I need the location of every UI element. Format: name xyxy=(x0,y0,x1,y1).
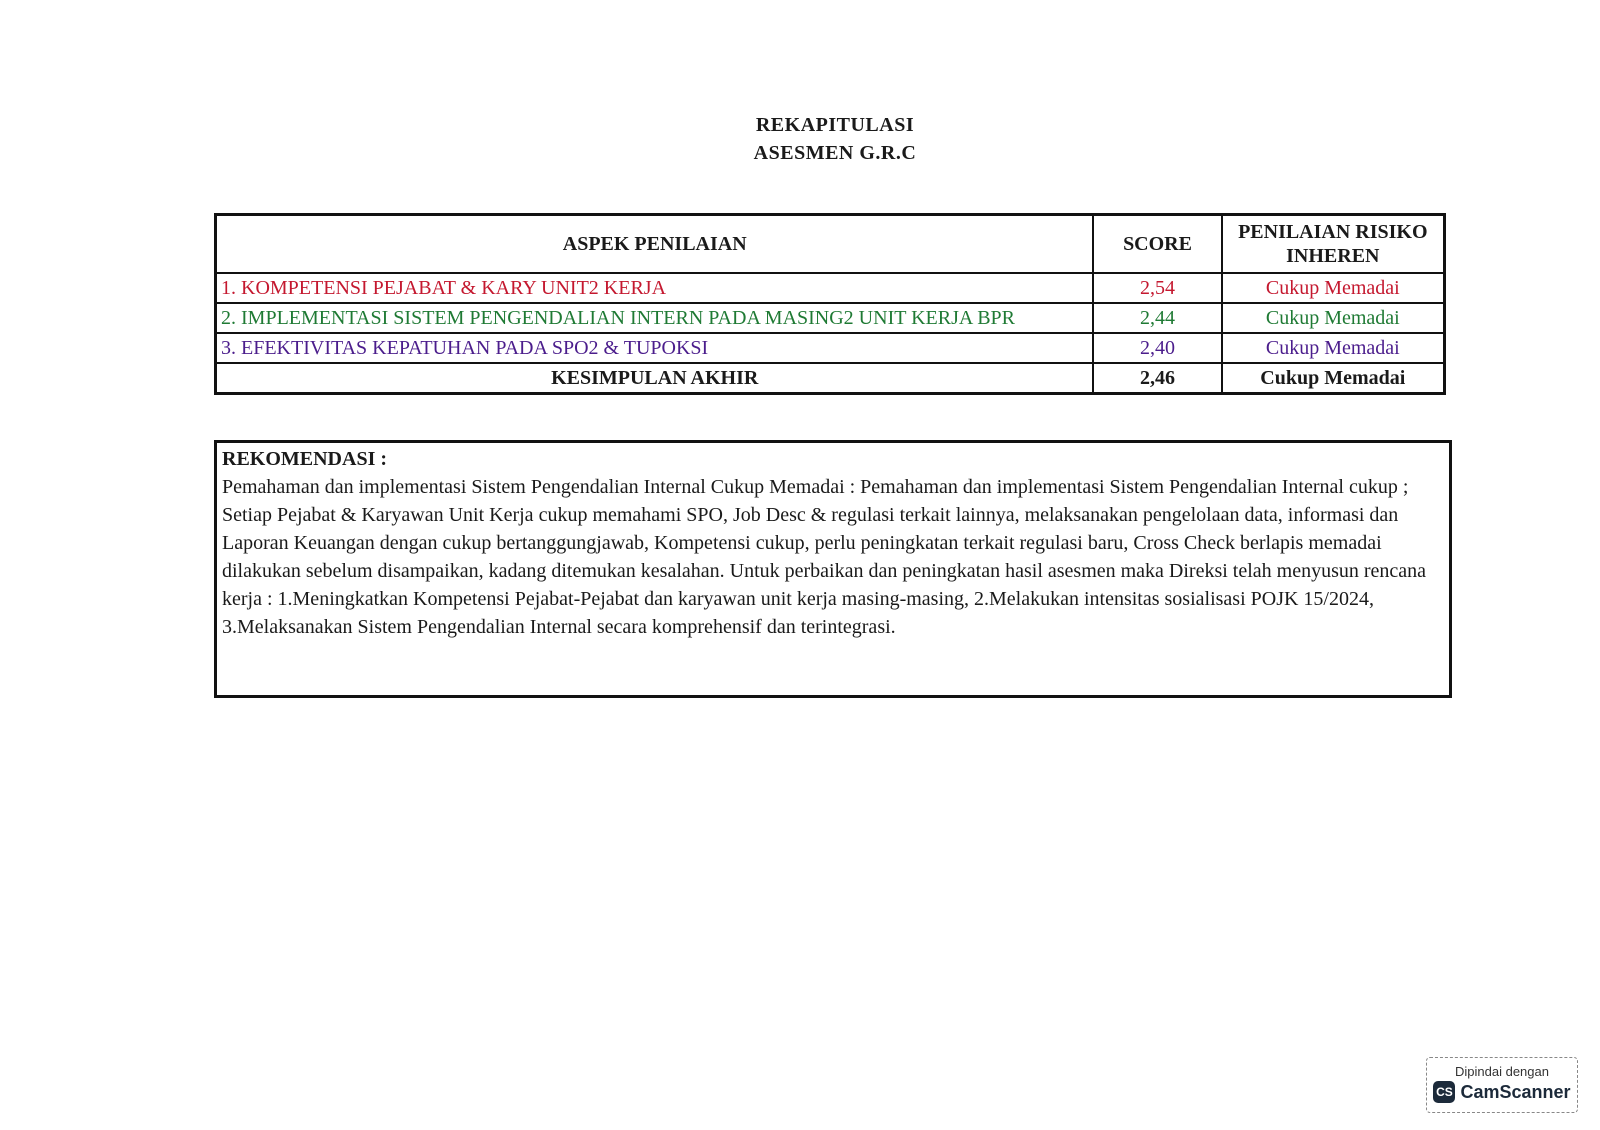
camscanner-watermark xyxy=(1426,1057,1578,1113)
row-aspek: 3. EFEKTIVITAS KEPATUHAN PADA SPO2 & TUPOKSI xyxy=(216,333,1094,363)
final-score: 2,46 xyxy=(1093,363,1221,394)
row-score: 2,44 xyxy=(1093,303,1221,333)
row-score: 2,40 xyxy=(1093,333,1221,363)
document-title: REKAPITULASI xyxy=(755,114,915,136)
header-aspek: ASPEK PENILAIAN xyxy=(216,215,1094,274)
recommendation-box xyxy=(214,440,1452,698)
header-risk-line1: PENILAIAN RISIKO xyxy=(1238,221,1428,243)
table-row xyxy=(216,333,1445,363)
header-risk xyxy=(1222,215,1445,274)
final-conclusion-row xyxy=(216,363,1445,394)
watermark-brand: CamScanner xyxy=(1460,1081,1571,1102)
table-row xyxy=(216,303,1445,333)
table-row xyxy=(216,273,1445,303)
row-risk: Cukup Memadai xyxy=(1222,273,1445,303)
camscanner-logo-icon: CS xyxy=(1433,1081,1455,1103)
recommendation-title: REKOMENDASI : xyxy=(222,448,388,470)
watermark-caption: Dipindai dengan xyxy=(1455,1064,1549,1079)
final-label: KESIMPULAN AKHIR xyxy=(216,363,1094,394)
recommendation-text: Pemahaman dan implementasi Sistem Pengendalian Internal Cukup Memadai : Pemahaman dan implementasi Sistem Pengendalian Internal cukup ; Setiap Pejabat & Karyawan Unit Kerja cukup memahami SPO, Job Desc & regulasi terkait lainnya, melaksanakan pengelolaan data, informasi dan Laporan Keuangan dengan cukup bertanggungjawab, Kompetensi cukup, perlu peningkatan terkait regulasi baru, Cross Check berlapis memadai dilakukan sebelum disampaikan, kadang ditemukan kesalahan. Untuk perbaikan dan peningkatan hasil asesmen maka Direksi telah menyusun rencana kerja : 1.Meningkatkan Kompetensi Pejabat-Pejabat dan karyawan unit kerja masing-masing, 2.Melakukan intensitas sosialisasi POJK 15/2024, 3.Melaksanakan Sistem Pengendalian Internal secara komprehensif dan terintegrasi. xyxy=(222,476,1427,638)
row-score: 2,54 xyxy=(1093,273,1221,303)
row-risk: Cukup Memadai xyxy=(1222,333,1445,363)
row-risk: Cukup Memadai xyxy=(1222,303,1445,333)
recap-table xyxy=(214,213,1446,395)
header-score: SCORE xyxy=(1093,215,1221,274)
final-risk: Cukup Memadai xyxy=(1222,363,1445,394)
header-risk-line2: INHEREN xyxy=(1286,245,1380,267)
row-aspek: 1. KOMPETENSI PEJABAT & KARY UNIT2 KERJA xyxy=(216,273,1094,303)
row-aspek: 2. IMPLEMENTASI SISTEM PENGENDALIAN INTERN PADA MASING2 UNIT KERJA BPR xyxy=(216,303,1094,333)
table-header-row xyxy=(216,215,1445,274)
document-subtitle: ASESMEN G.R.C xyxy=(753,142,917,164)
